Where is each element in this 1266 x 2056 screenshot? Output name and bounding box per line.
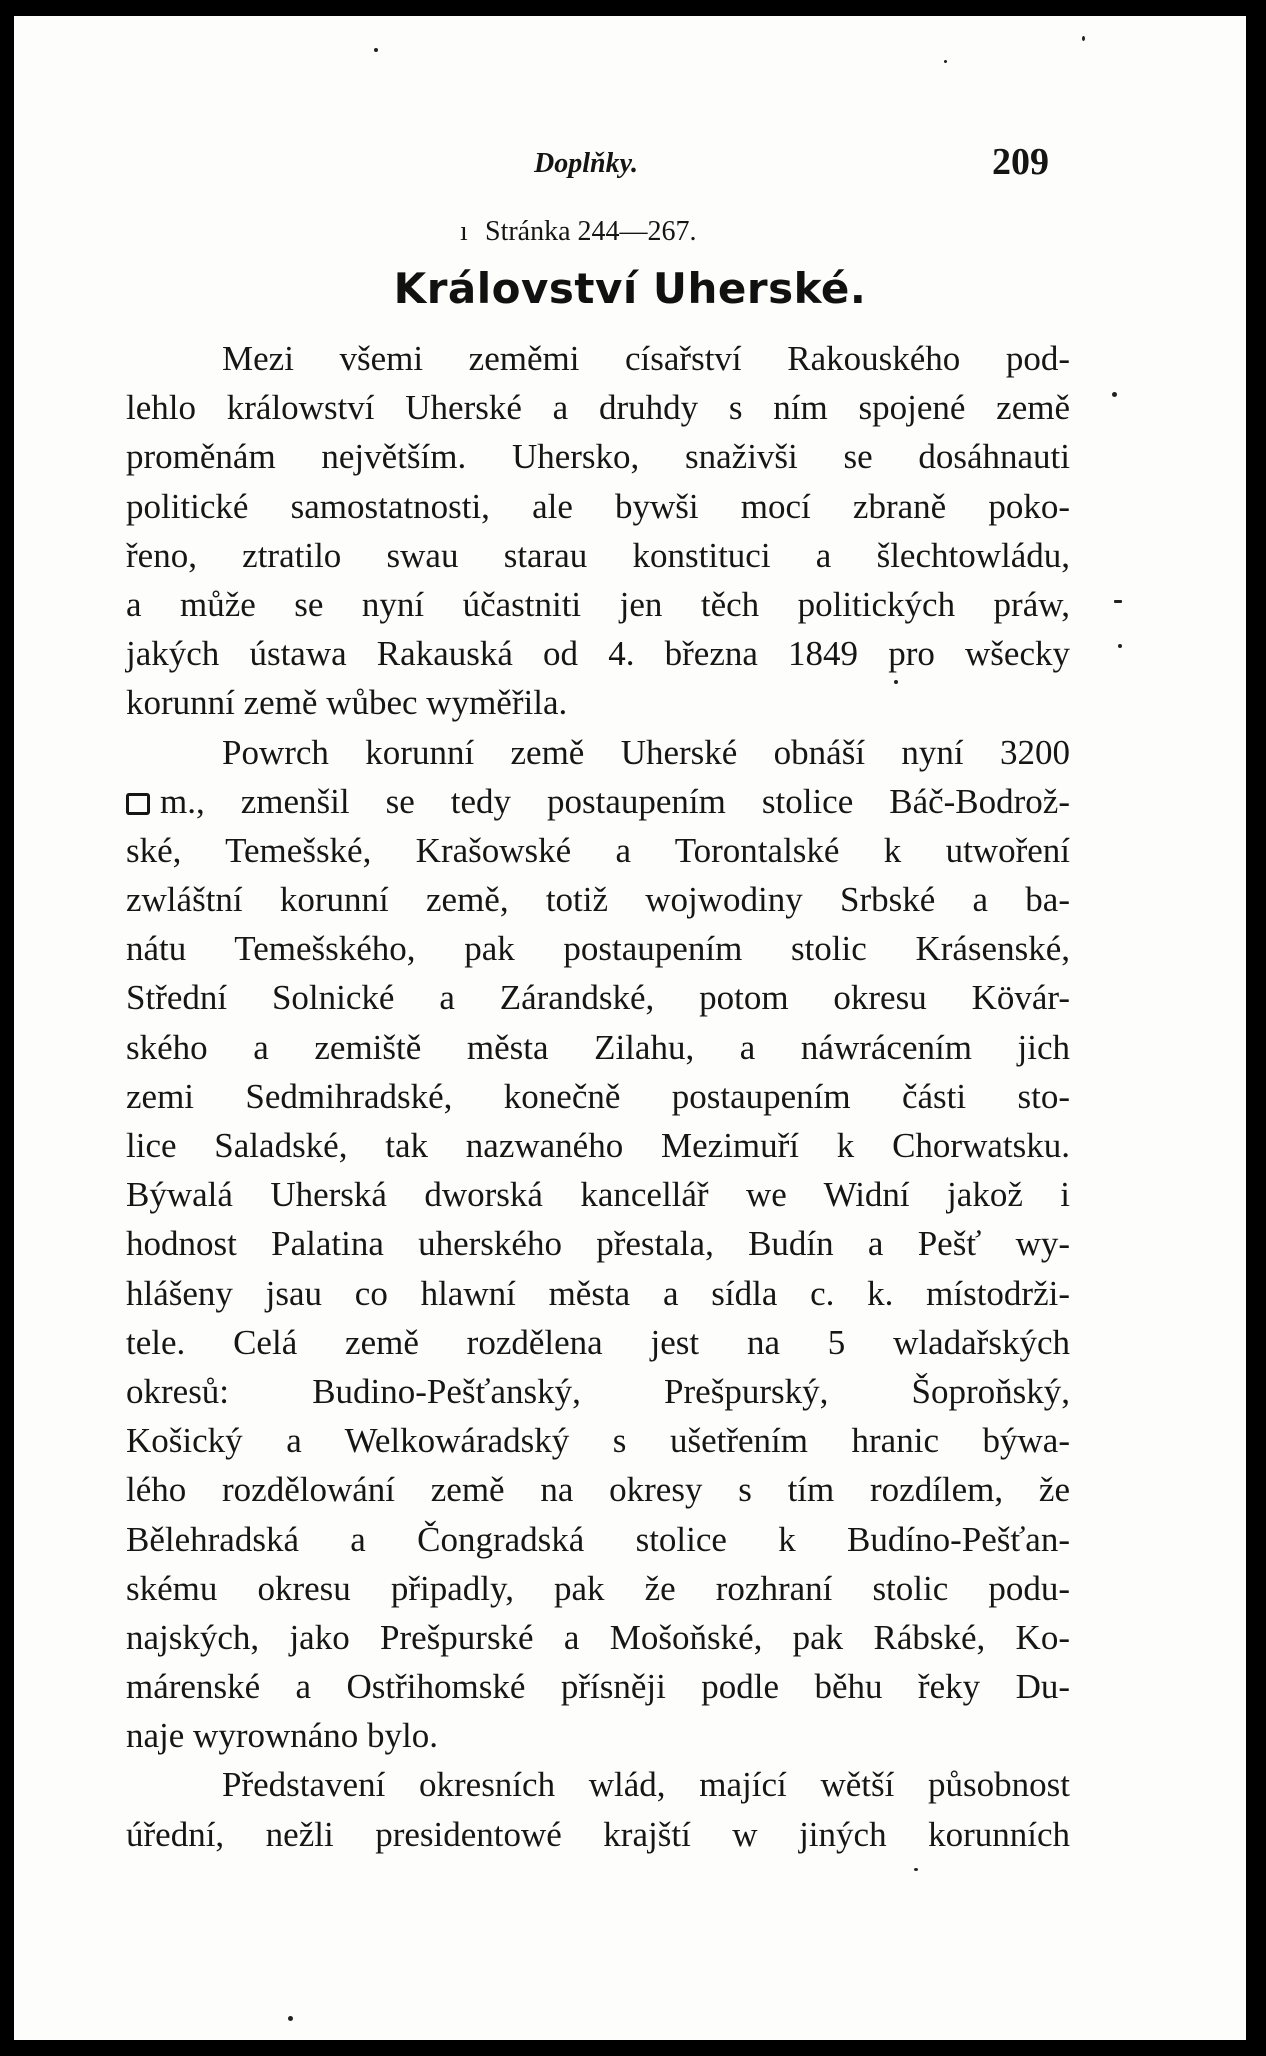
page-number: 209 — [992, 141, 1049, 183]
text-line: najských, jako Prešpurské a Mošoňské, pak Rábské, Ko- — [126, 1617, 1070, 1657]
section-title: Království Uherské. — [393, 264, 867, 313]
text-line: lehlo králowství Uherské a druhdy s ním spojené země — [126, 388, 1070, 428]
text-line: Představení okresních wlád, mající wětší působnost — [222, 1765, 1070, 1805]
text-line: naje wyrownáno bylo. — [126, 1716, 439, 1756]
text-line: úřední, nežli presidentowé krajští w jiných korunních — [126, 1814, 1070, 1854]
book-page — [14, 16, 1246, 2040]
text-line: Bělehradská a Čongradská stolice k Budíno-Pešťan- — [126, 1519, 1070, 1559]
text-line-content: m., zmenšil se tedy postaupením stolice Báč-Bodrož- — [160, 781, 1070, 821]
text-line: márenské a Ostřihomské přísněji podle běhu řeky Du- — [126, 1667, 1070, 1707]
page-reference — [460, 216, 697, 248]
text-line: tele. Celá země rozdělena jest na 5 wladařských — [126, 1322, 1070, 1362]
text-line: Mezi všemi zeměmi císařství Rakouského pod- — [222, 339, 1070, 378]
text-line: okresů: Budino-Pešťanský, Prešpurský, Šoproňský, — [126, 1371, 1070, 1411]
text-line: politické samostatnosti, ale bywši mocí zbraně poko- — [126, 486, 1070, 526]
text-line: korunní země wůbec wyměřila. — [126, 683, 568, 723]
page-reference-text: Stránka 244—267. — [485, 216, 697, 247]
text-line: a může se nyní účastniti jen těch politických práw, — [126, 584, 1070, 624]
text-line: hlášeny jsau co hlawní města a sídla c. k. místodrži- — [126, 1273, 1070, 1313]
text-line: Býwalá Uherská dworská kancellář we Widní jakož i — [126, 1175, 1070, 1215]
text-line: skému okresu připadly, pak že rozhraní stolic podu- — [126, 1568, 1070, 1608]
text-line: zemi Sedmihradské, konečně postaupením části sto- — [126, 1076, 1070, 1116]
text-line: Powrch korunní země Uherské obnáší nyní 3200 — [222, 732, 1070, 772]
text-line: proměnám největším. Uhersko, snaživši se dosáhnauti — [126, 437, 1070, 477]
running-head: Doplňky. — [534, 148, 638, 179]
text-line: hodnost Palatina uherského přestala, Budín a Pešť wy- — [126, 1224, 1070, 1264]
text-line: jakých ústawa Rakauská od 4. března 1849 pro wšecky — [126, 634, 1070, 674]
text-line: lice Saladské, tak nazwaného Mezimuří k Chorwatsku. — [126, 1126, 1070, 1165]
margin-mark: ı — [460, 216, 468, 247]
page-header — [14, 140, 1246, 190]
text-line: Košický a Welkowáradský s ušetřením hranic býwa- — [126, 1421, 1070, 1461]
square-measure-icon — [126, 793, 150, 815]
text-line: Střední Solnické a Zárandské, potom okresu Kövár- — [126, 978, 1070, 1018]
text-line: ské, Temešské, Krašowské a Torontalské k utwoření — [126, 830, 1070, 870]
text-line: řeno, ztratilo swau starau konstituci a šlechtowládu, — [126, 535, 1070, 575]
text-line: zwláštní korunní země, totiž wojwodiny Srbské a ba- — [126, 880, 1070, 920]
text-line: nátu Temešského, pak postaupením stolic Krásenské, — [126, 929, 1070, 969]
text-line: lého rozdělowání země na okresy s tím rozdílem, že — [126, 1470, 1070, 1510]
body-text — [126, 334, 1070, 1859]
text-line: ského a zemiště města Zilahu, a náwrácením jich — [126, 1027, 1070, 1067]
text-line — [126, 777, 1070, 826]
